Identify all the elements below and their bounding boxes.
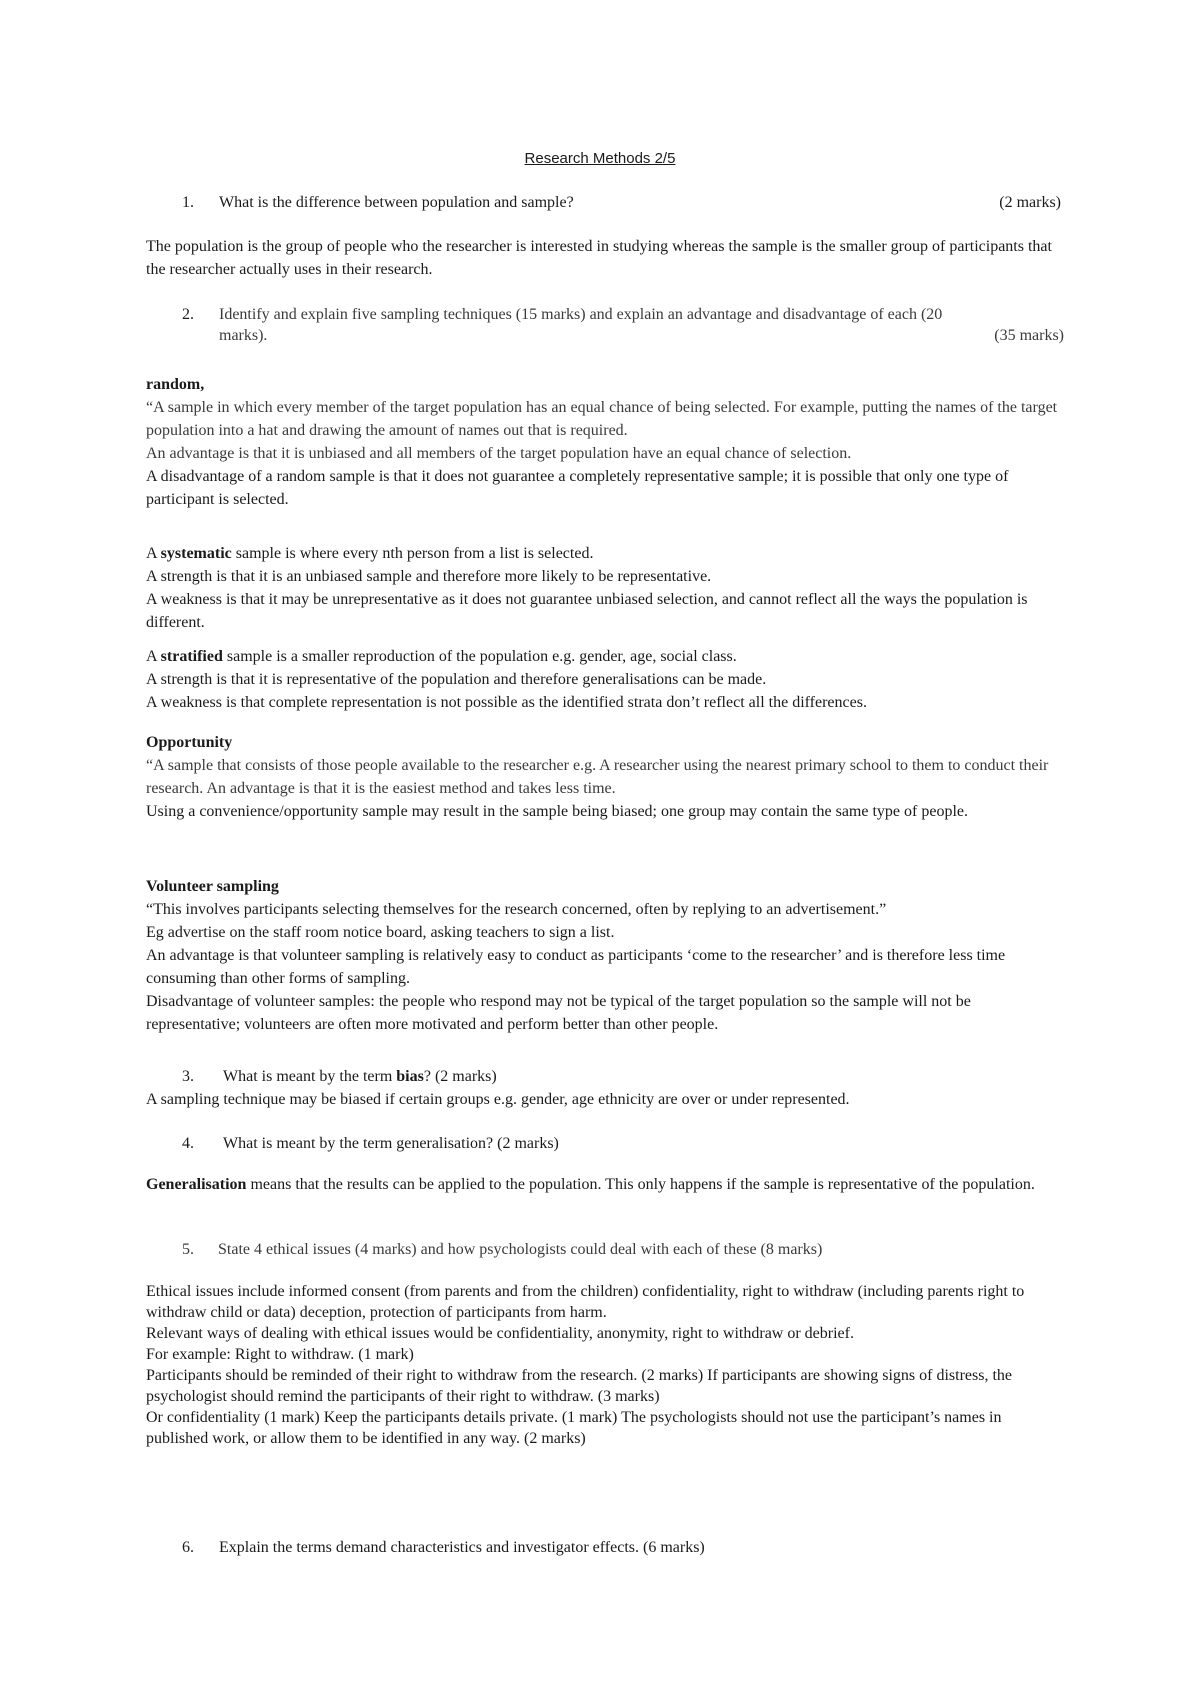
systematic-section <box>146 542 1066 634</box>
volunteer-section <box>146 875 1066 1036</box>
question-marks: (2 marks) <box>999 194 1061 211</box>
question-text: What is the difference between population and sample? <box>219 194 574 211</box>
question-text: What is meant by the term bias? (2 marks) <box>223 1068 497 1085</box>
random-section <box>146 373 1066 511</box>
answer-5 <box>146 1281 1066 1449</box>
volunteer-heading: Volunteer sampling <box>146 878 279 895</box>
answer-4: Generalisation means that the results can be applied to the population. This only happens if the sample is representative of the population. <box>146 1176 1035 1193</box>
opportunity-heading: Opportunity <box>146 734 233 751</box>
volunteer-example: Eg advertise on the staff room notice board, asking teachers to sign a list. <box>146 924 615 941</box>
volunteer-definition: “This involves participants selecting themselves for the research concerned, often by replying to an advertisement.” <box>146 901 887 918</box>
answer-3: A sampling technique may be biased if certain groups e.g. gender, age ethnicity are over or under represented. <box>146 1091 850 1108</box>
stratified-weakness: A weakness is that complete representation is not possible as the identified strata don’t reflect all the differences. <box>146 694 867 711</box>
volunteer-disadvantage: Disadvantage of volunteer samples: the people who respond may not be typical of the target population so the sample will not be representative; volunteers are often more motivated and perform better than other people. <box>146 993 971 1033</box>
ethical-withdraw: Participants should be reminded of their right to withdraw from the research. (2 marks) If participants are showing signs of distress, the psychologist should remind the participants of their right to withdraw. (3 marks) <box>146 1367 1012 1405</box>
question-number: 1. <box>182 194 194 211</box>
question-text-cont: marks). <box>219 327 268 344</box>
question-number: 4. <box>182 1135 194 1152</box>
question-text: State 4 ethical issues (4 marks) and how psychologists could deal with each of these (8 marks) <box>218 1241 823 1258</box>
question-text: Identify and explain five sampling techniques (15 marks) and explain an advantage and disadvantage of each (20 <box>219 306 943 323</box>
question-number: 3. <box>182 1068 194 1085</box>
opportunity-disadvantage: Using a convenience/opportunity sample may result in the sample being biased; one group may contain the same type of people. <box>146 803 968 820</box>
ethical-confidentiality: Or confidentiality (1 mark) Keep the participants details private. (1 mark) The psychologists should not use the participant’s names in published work, or allow them to be identified in any way. (2 marks) <box>146 1409 1002 1447</box>
ethical-example: For example: Right to withdraw. (1 mark) <box>146 1346 414 1363</box>
question-number: 6. <box>182 1539 194 1556</box>
systematic-definition: A systematic sample is where every nth person from a list is selected. <box>146 545 594 562</box>
opportunity-definition: “A sample that consists of those people available to the researcher e.g. A researcher using the nearest primary school to them to conduct their research. An advantage is that it is the easiest method and takes less time. <box>146 757 1049 797</box>
page-title: Research Methods 2/5 <box>524 150 676 167</box>
random-heading: random, <box>146 376 205 393</box>
stratified-section <box>146 645 1066 714</box>
systematic-strength: A strength is that it is an unbiased sample and therefore more likely to be representative. <box>146 568 712 585</box>
question-number: 5. <box>182 1241 194 1258</box>
random-definition: “A sample in which every member of the target population has an equal chance of being selected. For example, putting the names of the target population into a hat and drawing the amount of names out that is required. <box>146 399 1058 439</box>
ethical-issues: Ethical issues include informed consent (from parents and from the children) confidentiality, right to withdraw (including parents right to withdraw child or data) deception, protection of participants from harm. <box>146 1283 1025 1321</box>
stratified-strength: A strength is that it is representative of the population and therefore generalisations can be made. <box>146 671 767 688</box>
random-advantage: An advantage is that it is unbiased and all members of the target population have an equal chance of selection. <box>146 445 852 462</box>
question-number: 2. <box>182 306 194 323</box>
systematic-weakness: A weakness is that it may be unrepresentative as it does not guarantee unbiased selection, and cannot reflect all the ways the population is different. <box>146 591 1028 631</box>
volunteer-advantage: An advantage is that volunteer sampling is relatively easy to conduct as participants ‘come to the researcher’ and is therefore less time consuming than other forms of sampling. <box>146 947 1006 987</box>
question-2 <box>146 303 1066 349</box>
question-text: Explain the terms demand characteristics and investigator effects. (6 marks) <box>219 1539 705 1556</box>
ethical-dealing: Relevant ways of dealing with ethical issues would be confidentiality, anonymity, right to withdraw or debrief. <box>146 1325 854 1342</box>
question-text: What is meant by the term generalisation? (2 marks) <box>223 1135 559 1152</box>
opportunity-section <box>146 731 1066 823</box>
random-disadvantage: A disadvantage of a random sample is that it does not guarantee a completely representative sample; it is possible that only one type of participant is selected. <box>146 468 1009 508</box>
answer-1: The population is the group of people who the researcher is interested in studying whereas the sample is the smaller group of participants that the researcher actually uses in their research. <box>146 238 1052 278</box>
question-marks: (35 marks) <box>994 327 1064 344</box>
stratified-definition: A stratified sample is a smaller reproduction of the population e.g. gender, age, social class. <box>146 648 737 665</box>
